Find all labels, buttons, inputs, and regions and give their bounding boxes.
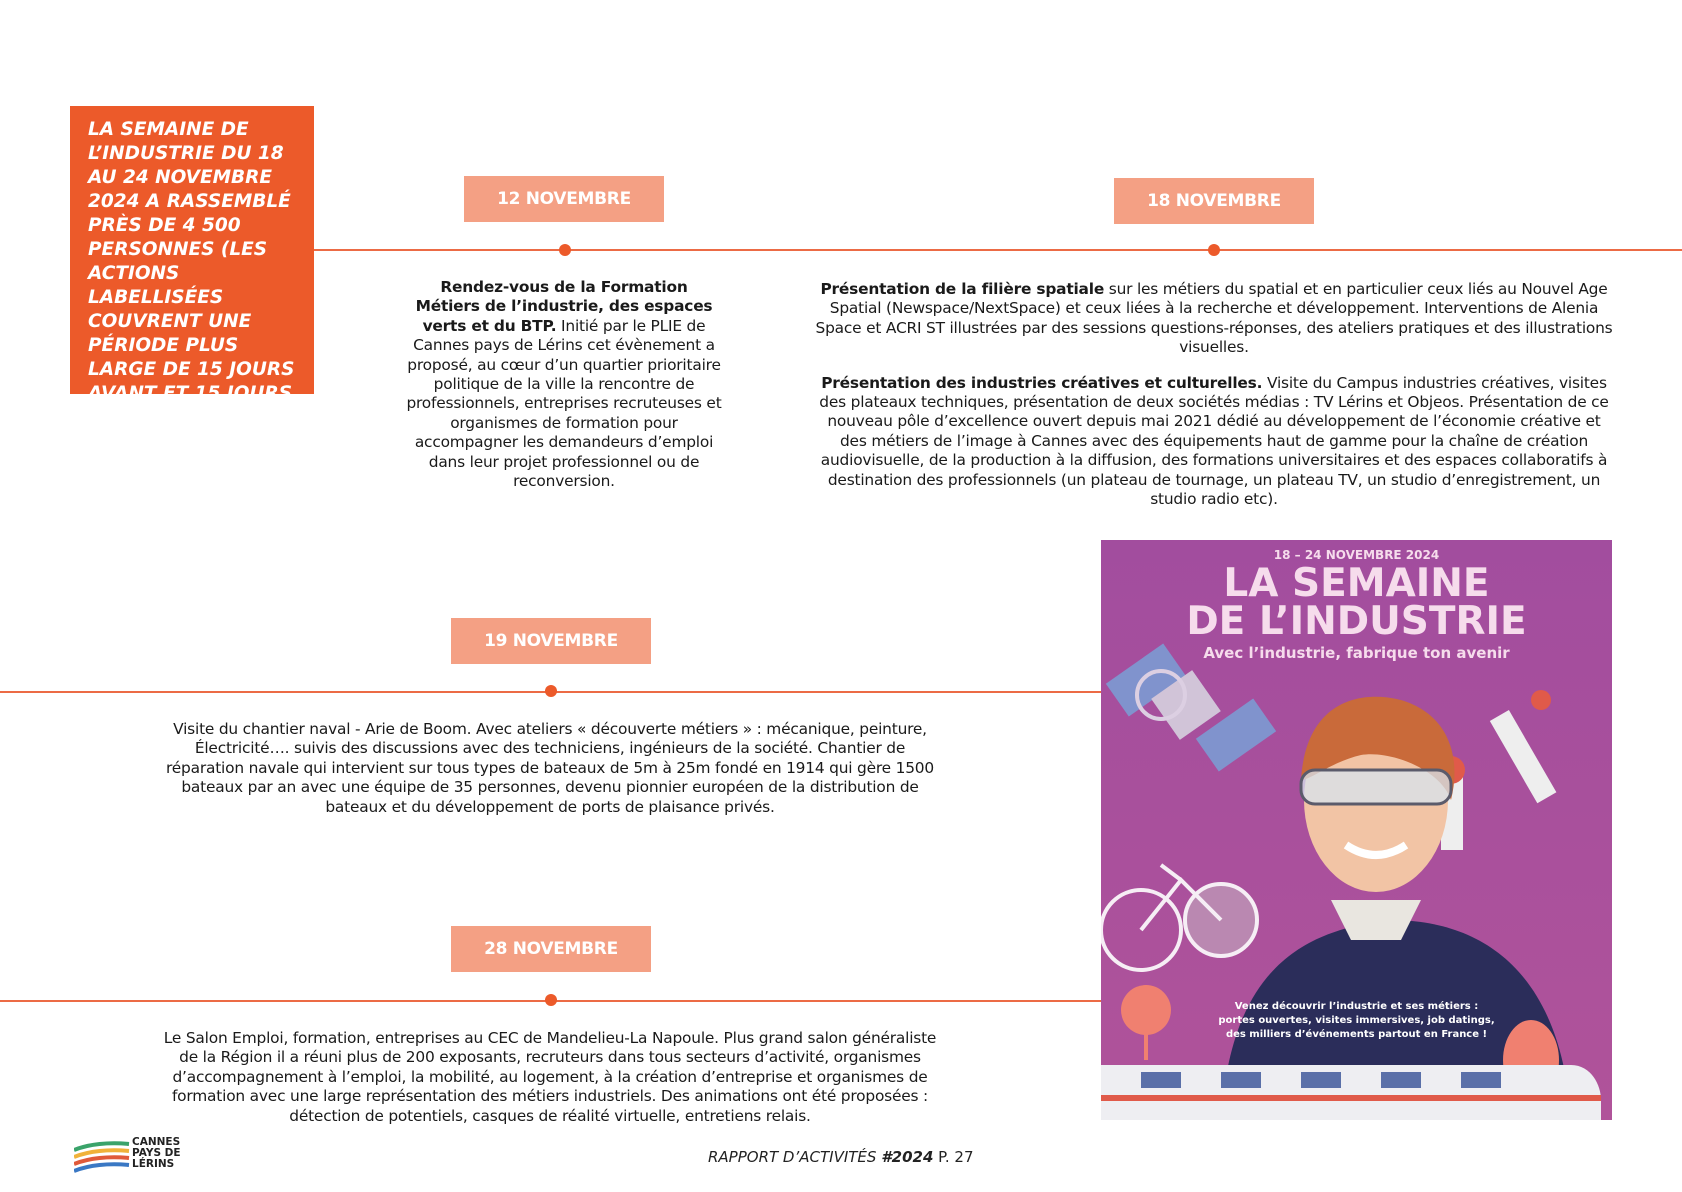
intro-box	[70, 106, 314, 428]
timeline-dot-12	[559, 244, 571, 256]
date-label: 19 NOVEMBRE	[484, 631, 618, 651]
event-18-p1-body: sur les métiers du spatial et en particulier ceux liés au Nouvel Age Spatial (Newspace/NextSpace) et ceux liées à la recherche et développement. Interventions de Alenia Space et ACRI ST illustrées par des sessions questions-réponses, des ateliers pratiques et des illustrations visuelles.	[815, 280, 1613, 357]
poster-bottom-line2: portes ouvertes, visites immersives, job datings,	[1218, 1015, 1495, 1026]
logo-text	[132, 1137, 181, 1170]
event-18-p2-bold: Présentation des industries créatives et culturelles.	[821, 373, 1263, 392]
logo-line1: CANNES	[132, 1136, 181, 1148]
event-18-novembre-text	[814, 280, 1614, 509]
event-12-novembre-text	[406, 278, 722, 491]
date-label: 28 NOVEMBRE	[484, 939, 618, 959]
timeline-dot-18	[1208, 244, 1220, 256]
poster-title-line1: LA SEMAINE	[1223, 561, 1490, 606]
event-12-body: Initié par le PLIE de Cannes pays de Lérins cet évènement a proposé, au cœur d’un quartier prioritaire politique de la ville la rencontre de professionnels, entreprises recruteuses et organismes de formation pour accompagner les demandeurs d’emploi dans leur projet professionnel ou de reconversion.	[406, 316, 722, 491]
event-18-p1-bold: Présentation de la filière spatiale	[820, 280, 1105, 298]
poster-bottom-line3: des milliers d’événements partout en France !	[1225, 1029, 1488, 1040]
event-28-novembre-text	[155, 1029, 945, 1126]
footer-page: P. 27	[933, 1148, 974, 1166]
intro-text: LA SEMAINE DE L’INDUSTRIE DU 18 AU 24 NOVEMBRE 2024 A RASSEMBLÉ PRÈS DE 4 500 PERSONNES (LES ACTIONS LABELLISÉES COUVRENT UNE PÉRIODE PLUS LARGE DE 15 JOURS AVANT ET 15 JOURS APRÈS)	[88, 119, 295, 428]
event-18-p2-body: Visite du Campus industries créatives, visites des plateaux techniques, présentation de deux sociétés médias : TV Lérins et Objeos. Présentation de ce nouveau pôle d’excellence ouvert depuis mai 2021 dédié au développement de l’économie créative et des métiers de l’image à Cannes avec des équipements haut de gamme pour la chaîne de création audiovisuelle, de la production à la diffusion, des formations universitaires et des espaces collaboratifs à destination des professionnels (un plateau de tournage, un plateau TV, un studio d’enregistrement, un studio radio etc).	[819, 373, 1609, 509]
poster-title-line2: DE L’INDUSTRIE	[1186, 599, 1527, 644]
date-tag-12-novembre	[464, 176, 664, 222]
event-19-body: Visite du chantier naval - Arie de Boom. Avec ateliers « découverte métiers » : mécanique, peinture, Électricité…. suivis des discussions avec des techniciens, ingénieurs de la société. Chantier de réparation navale qui intervient sur tous types de bateaux de 5m à 25m fondé en 1914 qui gère 1500 bateaux par an avec une équipe de 35 personnes, devenu pionnier européen de la distribution de bateaux et du développement de ports de plaisance privés.	[165, 720, 934, 816]
poster-bottom-text	[1101, 1000, 1612, 1042]
footer-report-label	[708, 1148, 974, 1166]
semaine-industrie-poster	[1101, 540, 1612, 1120]
footer-report-prefix: RAPPORT D’ACTIVITÉS	[708, 1148, 882, 1166]
date-label: 12 NOVEMBRE	[497, 189, 631, 209]
timeline-dot-19	[545, 685, 557, 697]
poster-bottom-line1: Venez découvrir l’industrie et ses métiers :	[1234, 1001, 1479, 1012]
train-icon	[1101, 1065, 1601, 1120]
event-12-bold: Rendez-vous de la Formation Métiers de l’industrie, des espaces verts et du BTP.	[415, 278, 713, 335]
footer-report-year: #2024	[881, 1148, 934, 1166]
date-tag-19-novembre	[451, 618, 651, 664]
event-28-body: Le Salon Emploi, formation, entreprises au CEC de Mandelieu-La Napoule. Plus grand salon généraliste de la Région il a réuni plus de 200 exposants, recruteurs dans tous secteurs d’activité, organismes d’accompagnement à l’emploi, la mobilité, au logement, à la création d’entreprise et organismes de formation avec une large représentation des métiers industriels. Des animations ont été proposées : détection de potentiels, casques de réalité virtuelle, entretiens relais.	[163, 1029, 937, 1125]
date-tag-28-novembre	[451, 926, 651, 972]
date-tag-18-novembre	[1114, 178, 1314, 224]
poster-dates: 18 – 24 NOVEMBRE 2024	[1273, 548, 1440, 562]
poster-subtitle: Avec l’industrie, fabrique ton avenir	[1203, 644, 1510, 662]
logo-line3: LÉRINS	[132, 1158, 175, 1170]
logo-line2: PAYS DE	[132, 1147, 181, 1159]
date-label: 18 NOVEMBRE	[1147, 191, 1281, 211]
timeline-dot-28	[545, 994, 557, 1006]
event-19-novembre-text	[160, 720, 940, 817]
timeline-line-top	[314, 249, 1682, 251]
